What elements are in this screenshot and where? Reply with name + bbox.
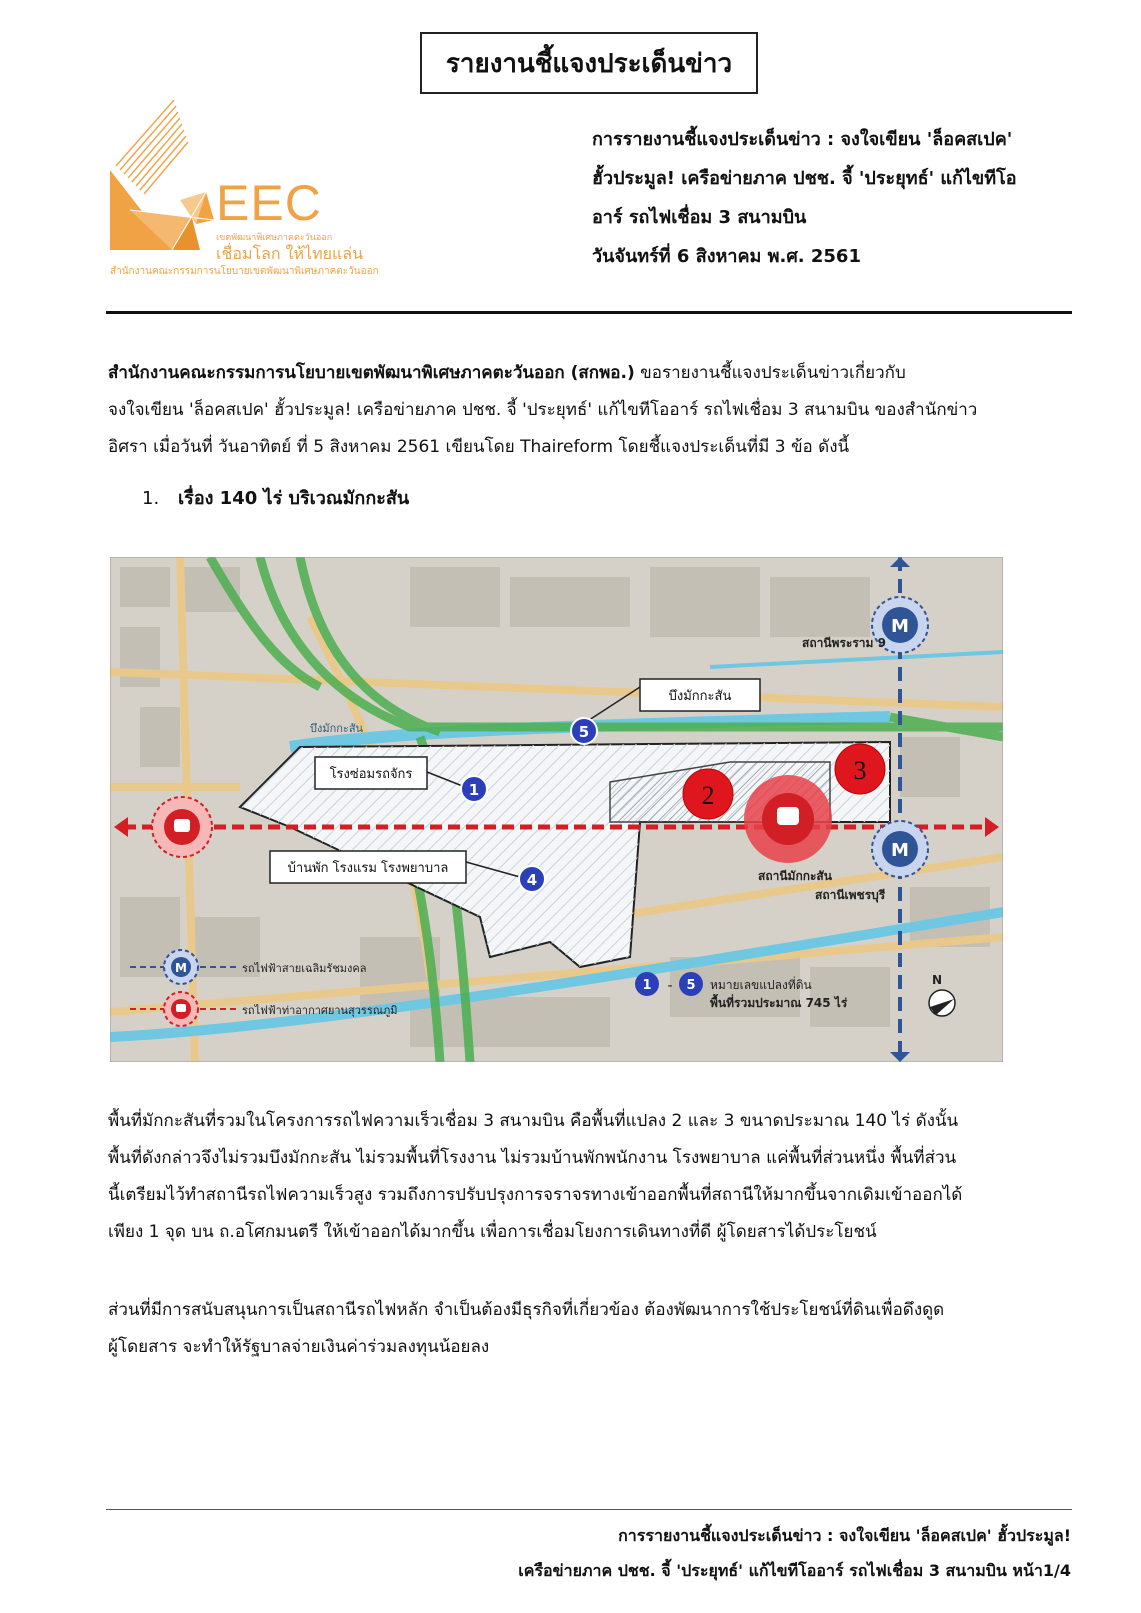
rail-station-makkasan bbox=[744, 775, 832, 863]
svg-text:1: 1 bbox=[468, 781, 480, 799]
plot-badge-3 bbox=[835, 744, 885, 794]
body-paragraph-1 bbox=[108, 1103, 1098, 1251]
svg-text:N: N bbox=[932, 973, 943, 987]
metro-glyph: M bbox=[891, 840, 909, 861]
section-heading bbox=[142, 483, 409, 512]
intro-line bbox=[108, 355, 1098, 392]
body-line: พื้นที่มักกะสันที่รวมในโครงการรถไฟความเร็วเชื่อม 3 สนามบิน คือพื้นที่แปลง 2 และ 3 ขนาดประมาณ 140 ไร่ ดังนั้น bbox=[108, 1111, 959, 1131]
logo-line1: เขตพัฒนาพิเศษภาคตะวันออก bbox=[216, 233, 333, 243]
legend-mrt-text: รถไฟฟ้าสายเฉลิมรัชมงคล bbox=[242, 962, 367, 975]
agency-name: สำนักงานคณะกรรมการนโยบายเขตพัฒนาพิเศษภาคตะวันออก (สกพอ.) bbox=[108, 363, 635, 383]
svg-text:5: 5 bbox=[578, 723, 590, 741]
plot-badge-4 bbox=[519, 866, 545, 892]
legend-plots-title: หมายเลขแปลงที่ดิน bbox=[710, 978, 812, 992]
label-station-rama9: สถานีพระราม 9 bbox=[802, 636, 886, 650]
label-station-phetchaburi: สถานีเพชรบุรี bbox=[815, 888, 886, 902]
header-divider bbox=[106, 311, 1072, 314]
body-line: ผู้โดยสาร จะทำให้รัฐบาลจ่ายเงินค่าร่วมลงทุนน้อยลง bbox=[108, 1337, 490, 1357]
callout-depot-text: โรงซ่อมรถจักร bbox=[329, 767, 413, 782]
footer-line-1: การรายงานชี้แจงประเด็นข่าว : จงใจเขียน 'ล็อคสเปค' ฮั้วประมูล! bbox=[618, 1526, 1071, 1545]
label-pond-on-map: บึงมักกะสัน bbox=[310, 722, 364, 735]
eec-logo bbox=[110, 100, 440, 285]
footer-line-2: เครือข่ายภาค ปชช. จี้ 'ประยุทธ์' แก้ไขทีโออาร์ รถไฟเชื่อม 3 สนามบิน หน้า1/4 bbox=[518, 1561, 1071, 1580]
logo-eec-text: EEC bbox=[216, 175, 322, 231]
header-info-line: การรายงานชี้แจงประเด็นข่าว : จงใจเขียน 'ล็อคสเปค' bbox=[592, 129, 1013, 150]
svg-text:4: 4 bbox=[526, 871, 538, 889]
svg-text:1: 1 bbox=[642, 978, 652, 993]
svg-text:5: 5 bbox=[686, 978, 696, 993]
svg-text:3: 3 bbox=[853, 756, 867, 785]
legend-arl-text: รถไฟฟ้าท่าอากาศยานสุวรรณภูมิ bbox=[242, 1004, 398, 1017]
intro-text: ขอรายงานชี้แจงประเด็นข่าวเกี่ยวกับ bbox=[634, 363, 906, 383]
section-number: 1. bbox=[142, 488, 160, 509]
label-station-makkasan: สถานีมักกะสัน bbox=[758, 869, 832, 883]
report-date: วันจันทร์ที่ 6 สิงหาคม พ.ศ. 2561 bbox=[592, 246, 861, 267]
page-footer bbox=[518, 1518, 1071, 1588]
plot-badge-5 bbox=[571, 718, 597, 744]
body-paragraph-2 bbox=[108, 1292, 1098, 1366]
header-info-line: อาร์ รถไฟเชื่อม 3 สนามบิน bbox=[592, 207, 807, 228]
section-title: เรื่อง 140 ไร่ บริเวณมักกะสัน bbox=[178, 488, 410, 509]
rail-station-west bbox=[152, 797, 212, 857]
body-line: นี้เตรียมไว้ทำสถานีรถไฟความเร็วสูง รวมถึงการปรับปรุงการจราจรทางเข้าออกพื้นที่สถานีให้มากขึ้นจากเดิมเข้าออกได้ bbox=[108, 1185, 963, 1205]
header-info-line: ฮั้วประมูล! เครือข่ายภาค ปชช. จี้ 'ประยุทธ์' แก้ไขทีโอ bbox=[592, 168, 1017, 189]
svg-text:M: M bbox=[175, 961, 187, 975]
intro-paragraph bbox=[108, 355, 1098, 466]
report-title: รายงานชี้แจงประเด็นข่าว bbox=[445, 48, 733, 79]
intro-line: จงใจเขียน 'ล็อคสเปค' ฮั้วประมูล! เครือข่ายภาค ปชช. จี้ 'ประยุทธ์' แก้ไขทีโออาร์ รถไฟเชื่อม 3 สนามบิน ของสำนักข่าว bbox=[108, 400, 978, 420]
footer-divider bbox=[106, 1509, 1072, 1510]
plot-badge-1 bbox=[461, 776, 487, 802]
metro-glyph: M bbox=[891, 616, 909, 637]
body-line: พื้นที่ดังกล่าวจึงไม่รวมบึงมักกะสัน ไม่รวมพื้นที่โรงงาน ไม่รวมบ้านพักพนักงาน โรงพยาบาล แค่พื้นที่ส่วนหนึ่ง พื้นที่ส่วน bbox=[108, 1148, 957, 1168]
svg-text:-: - bbox=[667, 978, 673, 994]
report-header-info bbox=[592, 120, 1072, 276]
body-line: ส่วนที่มีการสนับสนุนการเป็นสถานีรถไฟหลัก จำเป็นต้องมีธุรกิจที่เกี่ยวข้อง ต้องพัฒนาการใช้ประโยชน์ที่ดินเพื่อดึงดูด bbox=[108, 1300, 945, 1320]
metro-station-phetchaburi bbox=[872, 821, 928, 877]
legend-area: พื้นที่รวมประมาณ 745 ไร่ bbox=[710, 996, 848, 1010]
logo-line3: สำนักงานคณะกรรมการนโยบายเขตพัฒนาพิเศษภาคตะวันออก bbox=[110, 266, 379, 277]
plot-badge-2 bbox=[683, 769, 733, 819]
eec-logo-mark bbox=[110, 100, 220, 270]
callout-pond-text: บึงมักกะสัน bbox=[668, 689, 732, 704]
makkasan-map bbox=[110, 557, 1003, 1062]
callout-housing-text: บ้านพัก โรงแรม โรงพยาบาล bbox=[287, 861, 449, 876]
svg-text:2: 2 bbox=[701, 781, 715, 810]
body-line: เพียง 1 จุด บน ถ.อโศกมนตรี ให้เข้าออกได้มากขึ้น เพื่อการเชื่อมโยงการเดินทางที่ดี ผู้โดยสารได้ประโยชน์ bbox=[108, 1222, 877, 1242]
intro-line: อิศรา เมื่อวันที่ วันอาทิตย์ ที่ 5 สิงหาคม 2561 เขียนโดย Thaireform โดยชี้แจงประเด็นที่มี 3 ข้อ ดังนี้ bbox=[108, 437, 850, 457]
logo-line2: เชื่อมโลก ให้ไทยแล่น bbox=[216, 244, 364, 263]
report-title-box bbox=[420, 32, 758, 94]
